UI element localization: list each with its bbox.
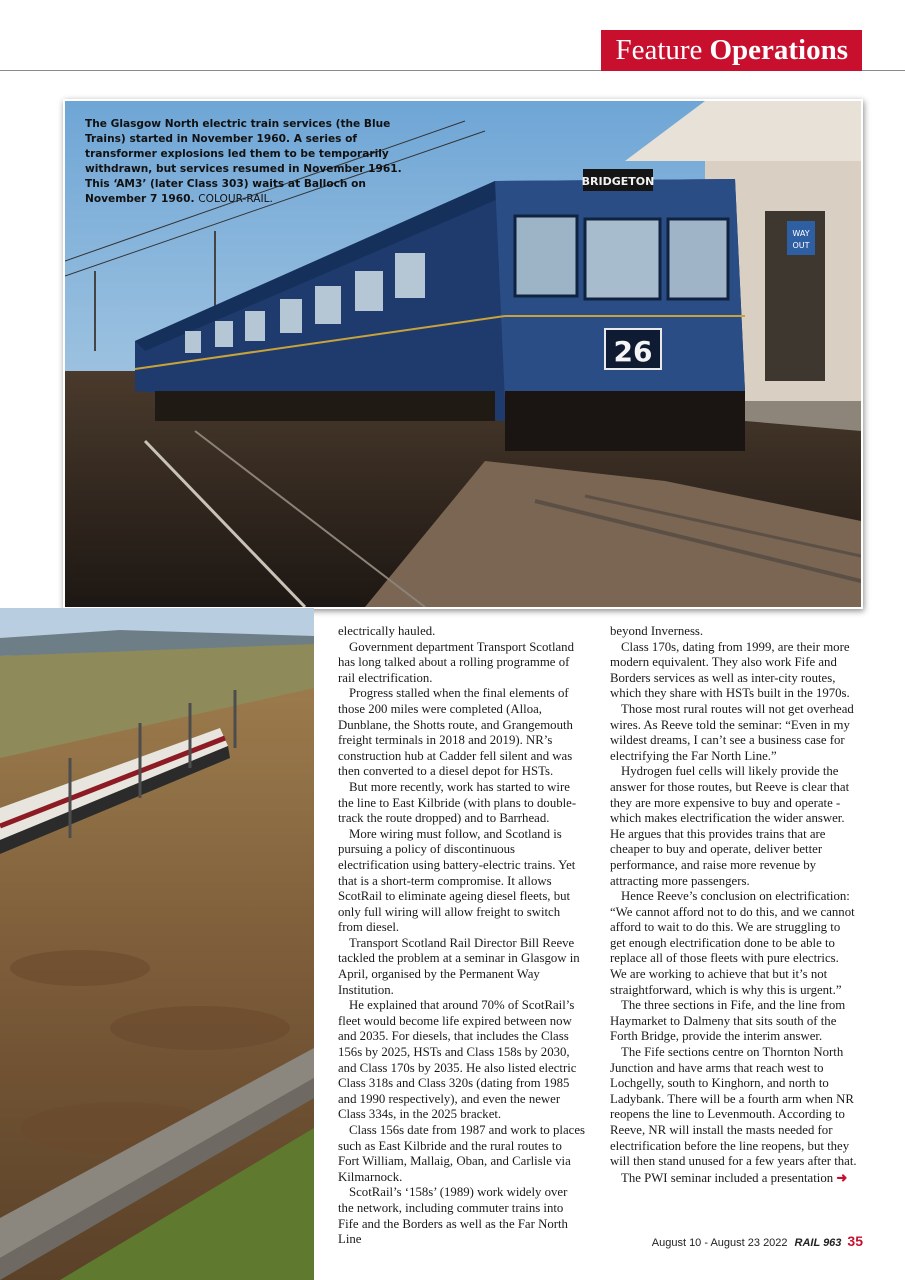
paragraph: beyond Inverness. [610, 624, 704, 638]
paragraph: The three sections in Fife, and the line from Haymarket to Dalmeny that sits south of the Forth Bridge, provide the interim answer. [610, 998, 846, 1044]
paragraph-text: The PWI seminar included a presentation [621, 1170, 834, 1185]
paragraph: Progress stalled when the final elements of those 200 miles were completed (Alloa, Dunblane, the Shotts route, and Grangemouth freight terminals in 2018 and 2019). NR’s construction hub at Cadder fell silent and was then converted to a diesel depot for HSTs. [338, 686, 573, 779]
main-photo [63, 99, 863, 609]
paragraph: Those most rural routes will not get overhead wires. As Reeve told the seminar: “Even in my wildest dreams, I can’t see a business case for electrifying the Far North Line.” [610, 701, 854, 763]
paragraph: He explained that around 70% of ScotRail’s fleet would become life expired between now and 2035. For diesels, that includes the Class 156s by 2025, HSTs and Class 158s by 2030, and Class 170s by 2035. He also listed electric Class 318s and Class 320s (dating from 1985 and 1990 respectively), and even the newer Class 334s, in the 2025 bracket. [338, 998, 577, 1122]
photo-caption [85, 117, 425, 207]
caption-text: The Glasgow North electric train services (the Blue Trains) started in November 1960. A series of transformer explosions led them to be temporarily withdrawn, but services resumed in November 1961. This ‘AM3’ (later Class 303) waits at Balloch on November 7 1960. [85, 118, 402, 205]
station-sign-way: WAY [792, 229, 810, 238]
paragraph: electrically hauled. [338, 624, 436, 638]
section-title: Operations [709, 34, 848, 66]
destination-blind: BRIDGETON [581, 175, 655, 188]
headcode: 26 [613, 335, 653, 368]
section-header [601, 30, 862, 71]
paragraph: But more recently, work has started to wire the line to East Kilbride (with plans to double-track the route dropped) and to Barrhead. [338, 779, 577, 826]
side-photo [0, 608, 314, 1280]
article-column-1 [338, 624, 586, 1248]
paragraph: Transport Scotland Rail Director Bill Reeve tackled the problem at a seminar in Glasgow in April, organised by the Permanent Way Institution. [338, 935, 580, 997]
section-label: Feature [615, 34, 703, 66]
station-sign-out: OUT [792, 241, 810, 250]
continue-arrow-icon: ➜ [836, 1169, 848, 1185]
magazine-issue: RAIL 963 [794, 1237, 842, 1249]
paragraph: Hydrogen fuel cells will likely provide the answer for those routes, but Reeve is clear that they are more expensive to buy and operate - which makes electrification the wider answer. He argues that this provides trains that are cheaper to buy and operate, deliver better performance, and raise more revenue by attracting more passengers. [610, 764, 850, 888]
paragraph: ScotRail’s ‘158s’ (1989) work widely over the network, including commuter trains into Fife and the Borders as well as the Far North Line [338, 1185, 568, 1247]
paragraph: The Fife sections centre on Thornton North Junction and have arms that reach west to Lochgelly, south to Kinghorn, and north to Ladybank. There will be a fourth arm when NR reopens the line to Levenmouth. According to Reeve, NR will install the masts needed for electrification before the line reopens, but they will then stand unused for a few years after that. [610, 1045, 857, 1169]
paragraph: More wiring must follow, and Scotland is pursuing a policy of discontinuous electrification using battery-electric trains. Yet that is a short-term compromise. It allows ScotRail to eliminate ageing diesel fleets, but only full wiring will allow freight to switch from diesel. [338, 826, 576, 935]
issue-date: August 10 - August 23 2022 [651, 1237, 788, 1249]
page-number: 35 [847, 1233, 863, 1249]
paragraph: Class 156s date from 1987 and work to places such as East Kilbride and the rural routes to Fort William, Mallaig, Oban, and Carlisle via Kilmarnock. [338, 1123, 585, 1184]
article-column-2 [610, 624, 858, 1186]
page-footer [652, 1233, 863, 1249]
paragraph: Government department Transport Scotland has long talked about a rolling programme of rail electrification. [338, 639, 574, 685]
landscape-illustration [0, 608, 314, 1280]
paragraph-last [610, 1170, 858, 1187]
photo-credit: COLOUR-RAIL. [198, 193, 273, 205]
paragraph: Hence Reeve’s conclusion on electrification: “We cannot afford not to do this, and we cannot afford to wait to do this. We are struggling to get enough electrification done to be able to replace all of those fleets with pure electrics. We are working to achieve that but it’s not straightforward, which is why this is urgent.” [610, 889, 855, 997]
paragraph: Class 170s, dating from 1999, are their more modern equivalent. They also work Fife and Borders services as well as inter-city routes, which they share with HSTs built in the 1970s. [610, 639, 850, 701]
